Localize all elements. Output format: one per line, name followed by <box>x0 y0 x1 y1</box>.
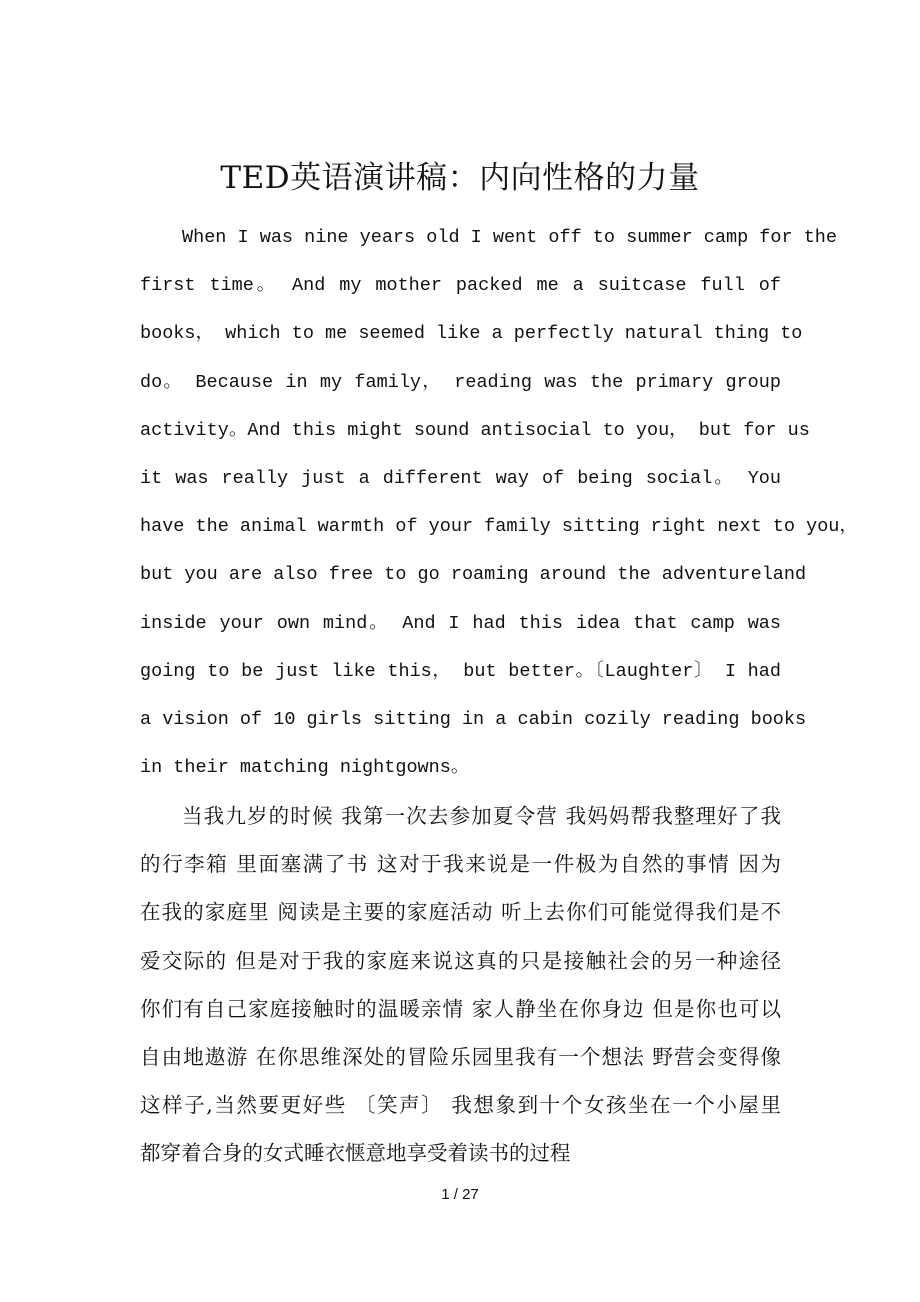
text-line: 都穿着合身的女式睡衣惬意地享受着读书的过程 <box>140 1141 571 1166</box>
text-line: inside your own mind。 And I had this idea that camp was <box>140 612 781 634</box>
text-line: first time。 And my mother packed me a suitcase full of <box>140 275 781 297</box>
text-line: have the animal warmth of your family sitting right next to you， <box>140 516 858 538</box>
document-title: TED英语演讲稿：内向性格的力量 <box>220 160 700 196</box>
page-number: 1 / 27 <box>441 1186 479 1203</box>
text-line: a vision of 10 girls sitting in a cabin cozily reading books <box>140 708 807 730</box>
text-line: 当我九岁的时候 我第一次去参加夏令营 我妈妈帮我整理好了我 <box>182 804 781 828</box>
text-line: When I was nine years old I went off to summer camp for the <box>182 227 838 248</box>
chinese-paragraph <box>140 792 781 1178</box>
text-line: going to be just like this， but better。〔Laughter〕 I had <box>140 660 781 682</box>
text-line: do。 Because in my family， reading was the primary group <box>140 371 781 393</box>
text-line: 这样子,当然要更好些 〔笑声〕 我想象到十个女孩坐在一个小屋里 <box>140 1093 781 1118</box>
text-line: 在我的家庭里 阅读是主要的家庭活动 听上去你们可能觉得我们是不 <box>140 900 781 925</box>
text-line: in their matching nightgowns。 <box>140 757 470 779</box>
text-line: 的行李箱 里面塞满了书 这对于我来说是一件极为自然的事情 因为 <box>140 852 781 877</box>
text-line: 自由地遨游 在你思维深处的冒险乐园里我有一个想法 野营会变得像 <box>140 1044 781 1069</box>
text-line: but you are also free to go roaming around the adventureland <box>140 564 807 586</box>
text-line: 你们有自己家庭接触时的温暖亲情 家人静坐在你身边 但是你也可以 <box>140 996 781 1021</box>
text-line: it was really just a different way of being social。 You <box>140 467 781 489</box>
english-paragraph <box>140 214 858 792</box>
text-line: books， which to me seemed like a perfectly natural thing to <box>140 323 803 345</box>
text-line: activity。And this might sound antisocial to you， but for us <box>140 419 810 441</box>
text-line: 爱交际的 但是对于我的家庭来说这真的只是接触社会的另一种途径 <box>140 948 781 973</box>
